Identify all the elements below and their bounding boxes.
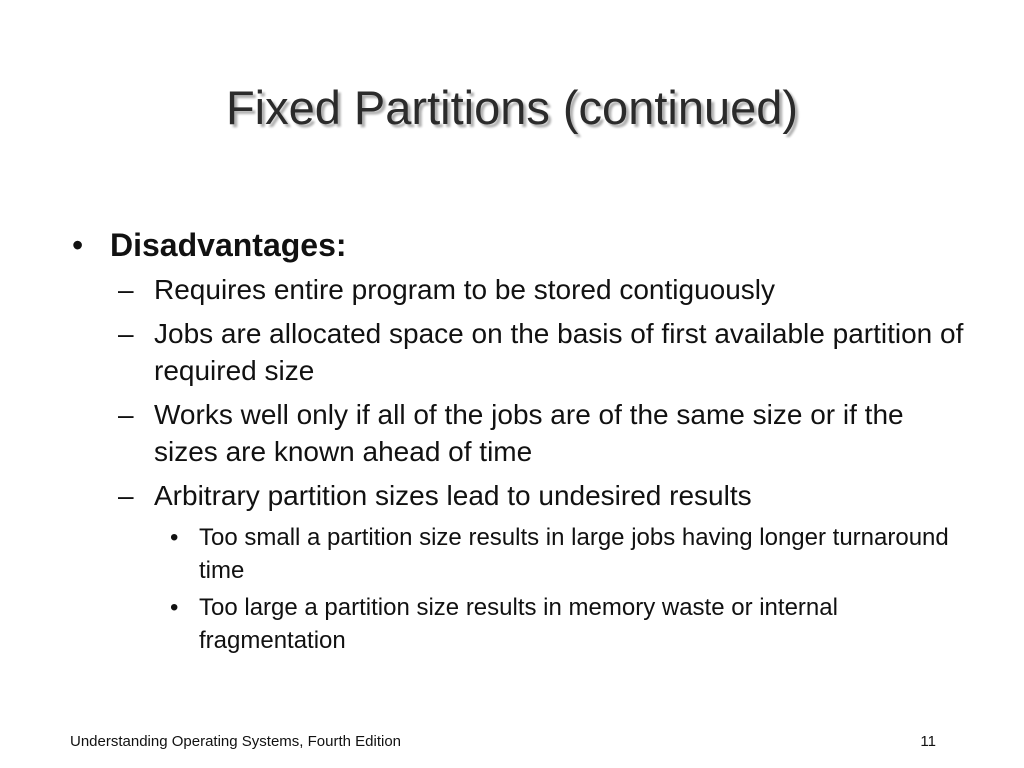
bullet-disadvantages <box>72 224 972 266</box>
sub-bullet-2 <box>72 315 972 389</box>
dash-icon: – <box>118 318 134 349</box>
bullet-icon: • <box>72 227 84 263</box>
sub-sub-bullet-text: Too small a partition size results in large jobs having longer turnaround time <box>199 524 949 584</box>
bullet-label: Disadvantages: <box>110 227 347 263</box>
sub-bullet-text: Requires entire program to be stored contiguously <box>154 274 776 305</box>
sub-bullet-text: Jobs are allocated space on the basis of first available partition of required size <box>154 318 964 386</box>
sub-bullet-text: Works well only if all of the jobs are of the same size or if the sizes are known ahead of time <box>154 399 904 467</box>
slide-title: Fixed Partitions (continued) <box>225 81 799 134</box>
bullet-icon: • <box>170 524 179 551</box>
dash-icon: – <box>118 274 134 305</box>
sub-bullet-text: Arbitrary partition sizes lead to undesired results <box>154 480 752 511</box>
bullet-icon: • <box>170 594 179 621</box>
dash-icon: – <box>118 480 134 511</box>
sub-bullet-3 <box>72 396 972 470</box>
sub-sub-bullet-1 <box>72 521 972 587</box>
slide-content <box>72 224 972 661</box>
dash-icon: – <box>118 399 134 430</box>
footer-book-title: Understanding Operating Systems, Fourth Edition <box>70 733 402 750</box>
sub-sub-bullet-2 <box>72 591 972 657</box>
sub-bullet-4 <box>72 477 972 514</box>
sub-bullet-1 <box>72 271 972 308</box>
sub-sub-bullet-text: Too large a partition size results in memory waste or internal fragmentation <box>199 594 838 654</box>
page-number: 11 <box>920 733 936 750</box>
